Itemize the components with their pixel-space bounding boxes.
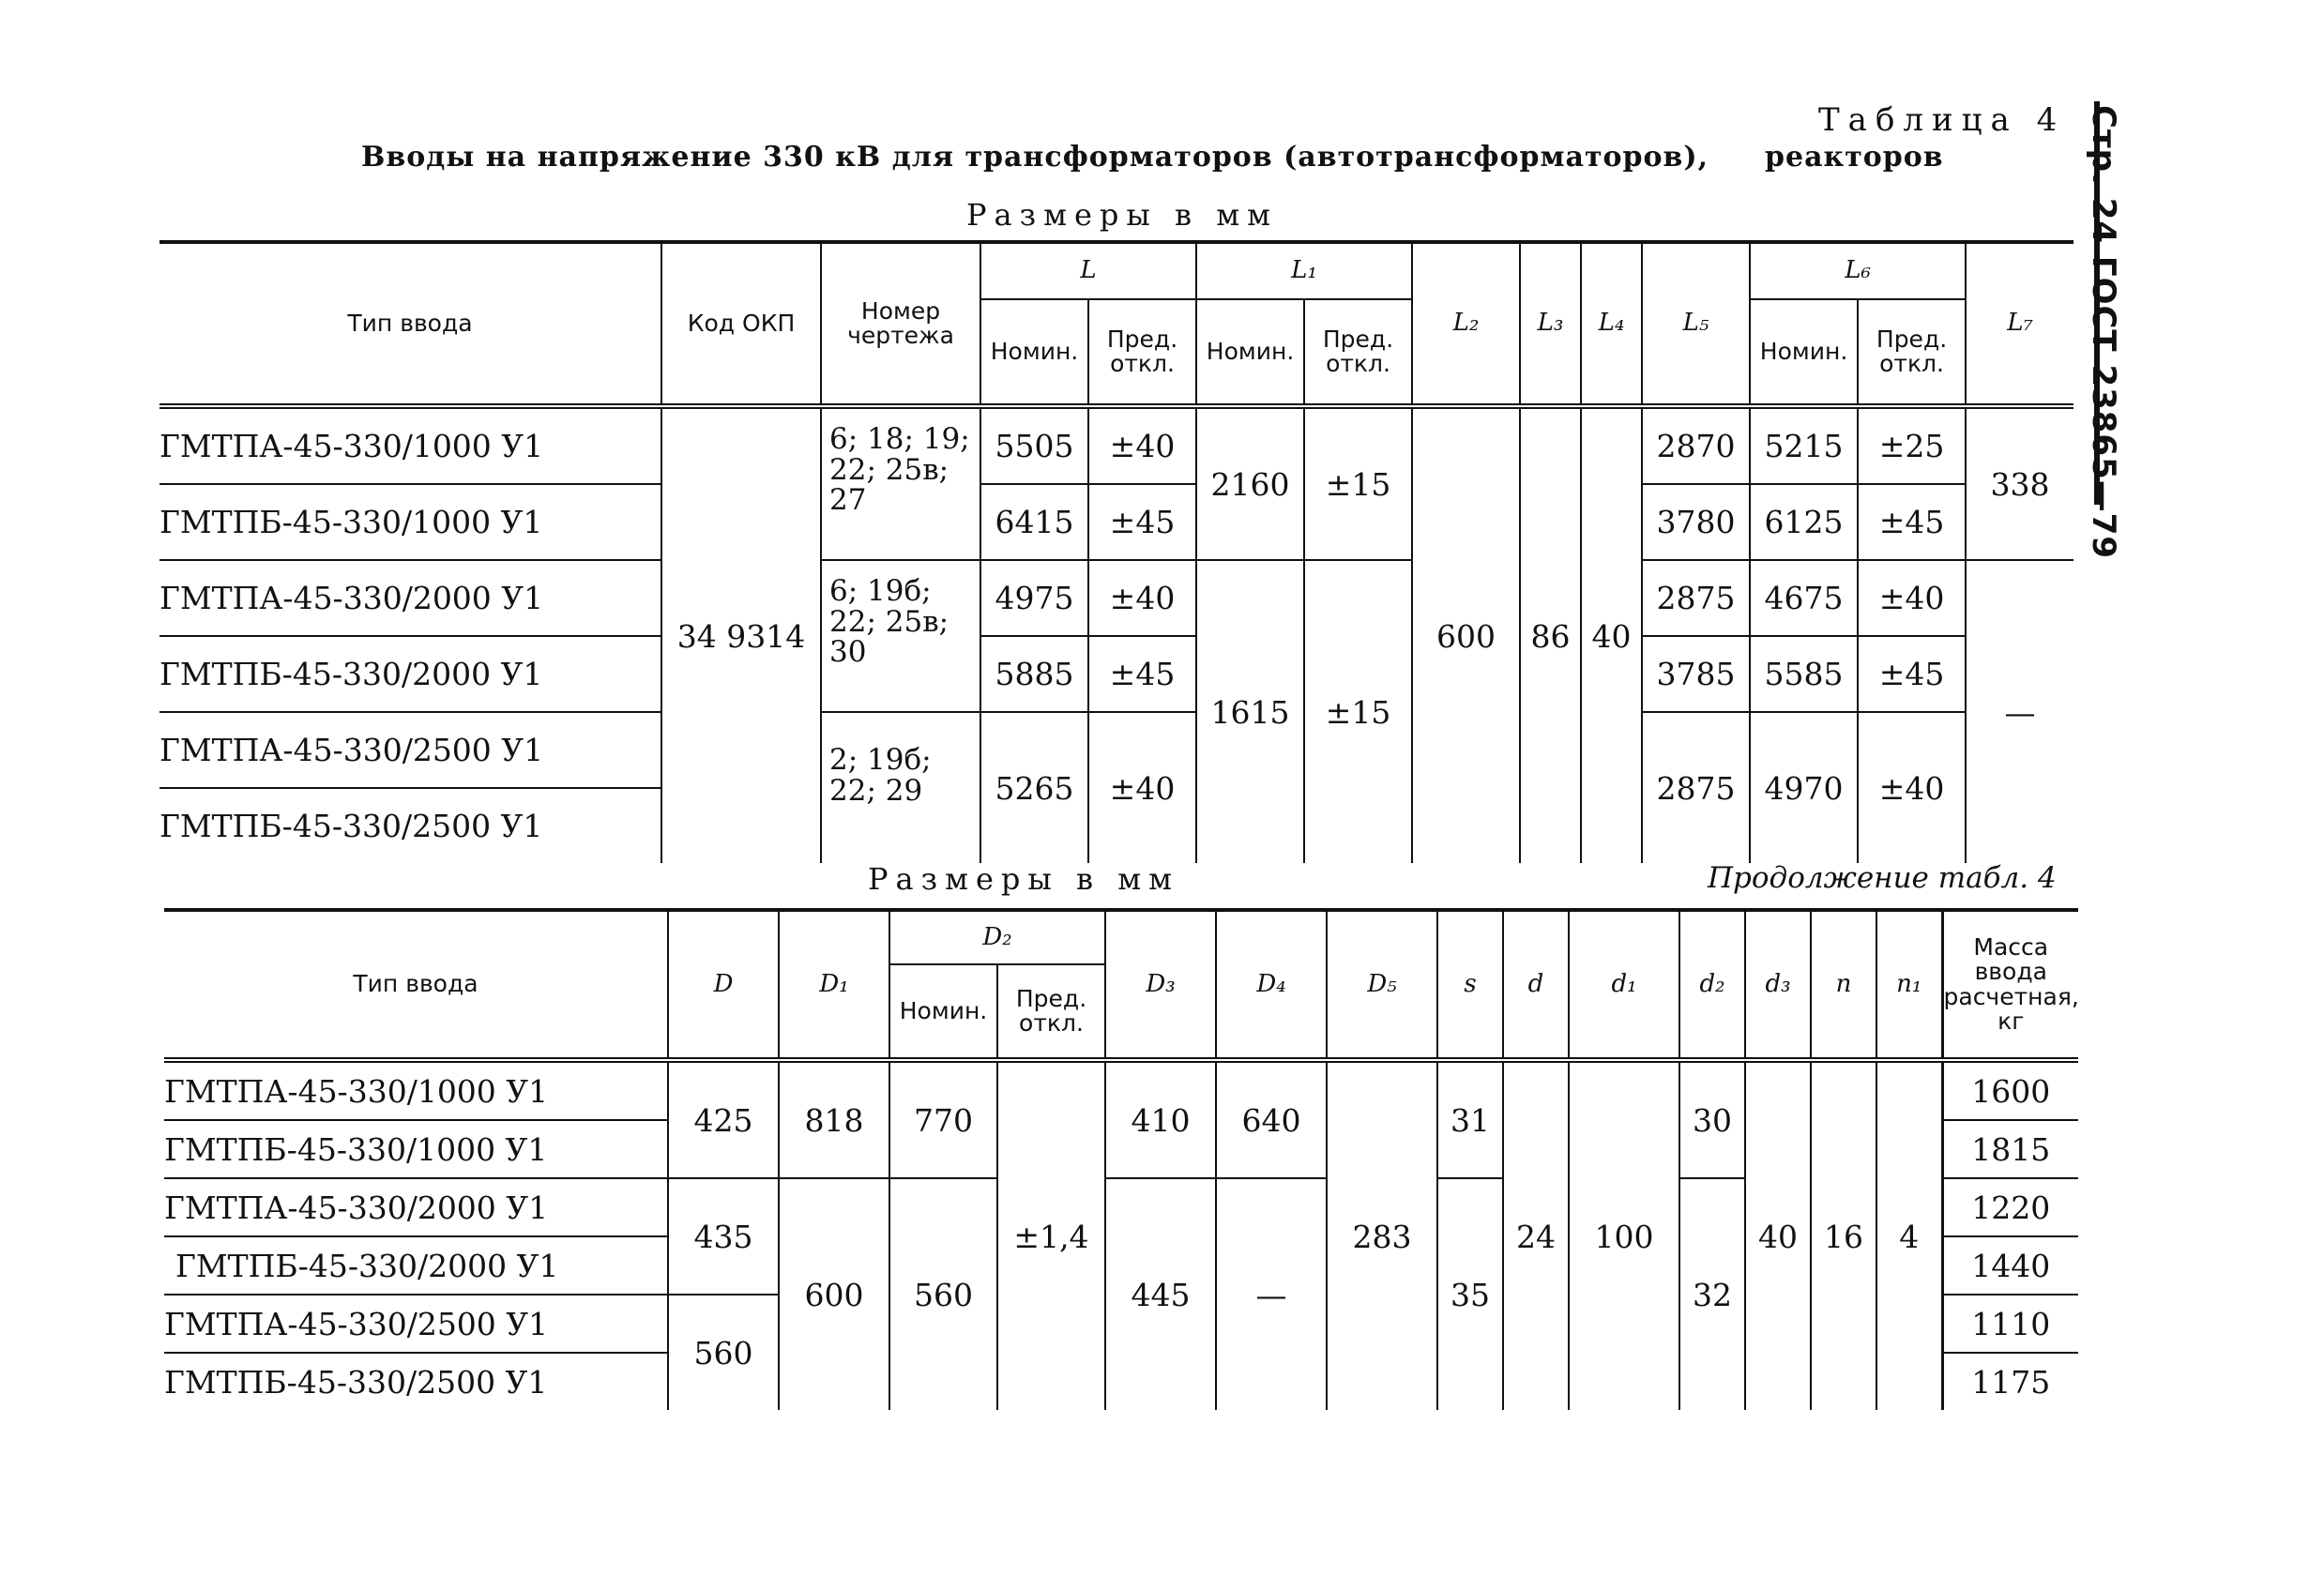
- drawing-cell: 2; 19б; 22; 29: [821, 712, 980, 863]
- L1-nom-cell: 1615: [1196, 560, 1304, 863]
- mass-cell: 1815: [1942, 1120, 2078, 1178]
- D-cell: 560: [668, 1295, 779, 1410]
- d3-cell: 40: [1745, 1060, 1811, 1410]
- L6-tol-cell: ±40: [1858, 712, 1966, 863]
- table-row: [159, 484, 2073, 560]
- L1-tol-cell: ±15: [1304, 560, 1412, 863]
- D3-cell: 445: [1105, 1178, 1216, 1410]
- D2-nom-cell: 770: [889, 1060, 997, 1178]
- L6-tol-cell: ±40: [1858, 560, 1966, 636]
- th-s: s: [1437, 910, 1503, 1060]
- th-D4: D₄: [1216, 910, 1327, 1060]
- L5-cell: 2870: [1642, 406, 1750, 484]
- th-L6-tol: Пред. откл.: [1858, 299, 1966, 406]
- type-cell: ГМТПБ-45-330/2000 У1: [164, 1236, 668, 1295]
- th-type: Тип ввода: [159, 242, 661, 406]
- L6-tol-cell: ±25: [1858, 406, 1966, 484]
- mass-cell: 1110: [1942, 1295, 2078, 1353]
- sizes-label-1: Размеры в мм: [966, 197, 1278, 233]
- L7-cell: 338: [1966, 406, 2073, 560]
- th-L4: L₄: [1581, 242, 1642, 406]
- type-cell: ГМТПА-45-330/2000 У1: [159, 560, 661, 636]
- n-cell: 16: [1811, 1060, 1876, 1410]
- D1-cell: 818: [779, 1060, 889, 1178]
- th-L1: L₁: [1196, 242, 1412, 299]
- table-row: [164, 1060, 2078, 1120]
- th-d2: d₂: [1679, 910, 1745, 1060]
- L-nom-cell: 5265: [980, 712, 1088, 863]
- L6-nom-cell: 4675: [1750, 560, 1858, 636]
- mass-cell: 1220: [1942, 1178, 2078, 1236]
- page-title: [361, 141, 1944, 174]
- type-cell: ГМТПБ-45-330/1000 У1: [164, 1120, 668, 1178]
- d-cell: 24: [1503, 1060, 1569, 1410]
- d2-cell: 30: [1679, 1060, 1745, 1178]
- th-L5: L₅: [1642, 242, 1750, 406]
- type-cell: ГМТПБ-45-330/2000 У1: [159, 636, 661, 712]
- th-type-2: Тип ввода: [164, 910, 668, 1060]
- th-L7: L₇: [1966, 242, 2073, 406]
- L5-cell: 3785: [1642, 636, 1750, 712]
- D4-cell: 640: [1216, 1060, 1327, 1178]
- L5-cell: 3780: [1642, 484, 1750, 560]
- page-side-header: Стр. 24 ГОСТ 23865—79: [2085, 105, 2122, 560]
- th-L2: L₂: [1412, 242, 1520, 406]
- D4-cell: —: [1216, 1178, 1327, 1410]
- th-D3: D₃: [1105, 910, 1216, 1060]
- table-row: [159, 406, 2073, 484]
- D3-cell: 410: [1105, 1060, 1216, 1178]
- sizes-label-2: Размеры в мм: [868, 861, 1179, 897]
- type-cell: ГМТПА-45-330/1000 У1: [159, 406, 661, 484]
- L-nom-cell: 4975: [980, 560, 1088, 636]
- table-number: Таблица 4: [1818, 101, 2066, 139]
- L1-tol-cell: ±15: [1304, 406, 1412, 560]
- mass-cell: 1600: [1942, 1060, 2078, 1120]
- type-cell: ГМТПА-45-330/2500 У1: [164, 1295, 668, 1353]
- L4-cell: 40: [1581, 406, 1642, 863]
- D-cell: 435: [668, 1178, 779, 1295]
- D2-nom-cell: 560: [889, 1178, 997, 1410]
- L-tol-cell: ±40: [1088, 712, 1196, 863]
- table-row: [159, 712, 2073, 788]
- L-tol-cell: ±40: [1088, 560, 1196, 636]
- D5-cell: 283: [1327, 1060, 1437, 1410]
- th-L6: L₆: [1750, 242, 1966, 299]
- th-L1-tol: Пред. откл.: [1304, 299, 1412, 406]
- th-drawing: Номер чертежа: [821, 242, 980, 406]
- s-cell: 31: [1437, 1060, 1503, 1178]
- L6-nom-cell: 5585: [1750, 636, 1858, 712]
- table-1: [159, 240, 2073, 863]
- type-cell: ГМТПБ-45-330/1000 У1: [159, 484, 661, 560]
- n1-cell: 4: [1876, 1060, 1942, 1410]
- th-D2-nom: Номин.: [889, 964, 997, 1060]
- th-n1: n₁: [1876, 910, 1942, 1060]
- type-cell: ГМТПБ-45-330/2500 У1: [159, 788, 661, 863]
- L-nom-cell: 5505: [980, 406, 1088, 484]
- L-nom-cell: 6415: [980, 484, 1088, 560]
- th-d1: d₁: [1569, 910, 1679, 1060]
- drawing-cell: 6; 19б; 22; 25в; 30: [821, 560, 980, 712]
- L-tol-cell: ±45: [1088, 636, 1196, 712]
- th-L-tol: Пред. откл.: [1088, 299, 1196, 406]
- mass-cell: 1175: [1942, 1353, 2078, 1410]
- table-row: [159, 560, 2073, 636]
- L-tol-cell: ±45: [1088, 484, 1196, 560]
- th-mass: Масса ввода расчетная, кг: [1942, 910, 2078, 1060]
- th-d3: d₃: [1745, 910, 1811, 1060]
- title-tail: реакторов: [1765, 141, 1944, 174]
- s-cell: 35: [1437, 1178, 1503, 1410]
- D2-tol-cell: ±1,4: [997, 1060, 1105, 1410]
- th-L3: L₃: [1520, 242, 1581, 406]
- L6-nom-cell: 5215: [1750, 406, 1858, 484]
- L1-nom-cell: 2160: [1196, 406, 1304, 560]
- th-D2: D₂: [889, 910, 1105, 964]
- th-L1-nom: Номин.: [1196, 299, 1304, 406]
- d2-cell: 32: [1679, 1178, 1745, 1410]
- type-cell: ГМТПА-45-330/2000 У1: [164, 1178, 668, 1236]
- th-d: d: [1503, 910, 1569, 1060]
- L-tol-cell: ±40: [1088, 406, 1196, 484]
- continuation-label: Продолжение табл. 4: [1708, 861, 2057, 895]
- th-L: L: [980, 242, 1196, 299]
- th-D1: D₁: [779, 910, 889, 1060]
- th-D: D: [668, 910, 779, 1060]
- L6-tol-cell: ±45: [1858, 636, 1966, 712]
- th-L6-nom: Номин.: [1750, 299, 1858, 406]
- th-n: n: [1811, 910, 1876, 1060]
- drawing-cell: 6; 18; 19; 22; 25в; 27: [821, 406, 980, 560]
- th-L-nom: Номин.: [980, 299, 1088, 406]
- th-D5: D₅: [1327, 910, 1437, 1060]
- D-cell: 425: [668, 1060, 779, 1178]
- L2-cell: 600: [1412, 406, 1520, 863]
- type-cell: ГМТПБ-45-330/2500 У1: [164, 1353, 668, 1410]
- title-main: Вводы на напряжение 330 кВ для трансформаторов (автотрансформаторов),: [361, 141, 1709, 174]
- L5-cell: 2875: [1642, 560, 1750, 636]
- table-row: [159, 636, 2073, 712]
- mass-cell: 1440: [1942, 1236, 2078, 1295]
- L5-cell: 2875: [1642, 712, 1750, 863]
- table-2: [164, 908, 2078, 1410]
- L7-cell: —: [1966, 560, 2073, 863]
- okp-cell: 34 9314: [661, 406, 821, 863]
- type-cell: ГМТПА-45-330/2500 У1: [159, 712, 661, 788]
- d1-cell: 100: [1569, 1060, 1679, 1410]
- L6-nom-cell: 4970: [1750, 712, 1858, 863]
- th-okp: Код ОКП: [661, 242, 821, 406]
- L6-tol-cell: ±45: [1858, 484, 1966, 560]
- D1-cell: 600: [779, 1178, 889, 1410]
- L6-nom-cell: 6125: [1750, 484, 1858, 560]
- L3-cell: 86: [1520, 406, 1581, 863]
- th-D2-tol: Пред. откл.: [997, 964, 1105, 1060]
- L-nom-cell: 5885: [980, 636, 1088, 712]
- type-cell: ГМТПА-45-330/1000 У1: [164, 1060, 668, 1120]
